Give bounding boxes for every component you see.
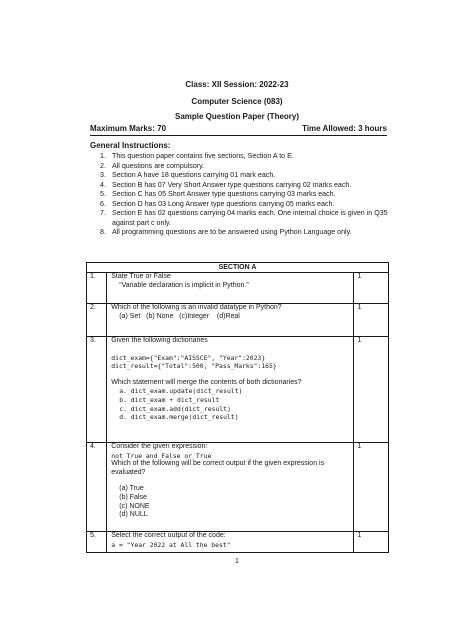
question-row (87, 443, 389, 532)
time-allowed: Time Allowed: 3 hours (302, 124, 387, 133)
question-number: 1. (87, 273, 107, 304)
question-text: Which of the following is an invalid datatype in Python? (111, 304, 282, 311)
question-marks: 1 (353, 273, 388, 304)
option-b: (b) False (119, 493, 147, 501)
instruction-item (100, 152, 390, 162)
question-row (87, 273, 389, 304)
instruction-text: Section C has 05 Short Answer type questions carrying 03 marks each. (112, 190, 336, 198)
instruction-text: Section B has 07 Very Short Answer type questions carrying 02 marks each. (112, 180, 352, 189)
instruction-item (100, 181, 390, 191)
instruction-item (100, 190, 390, 200)
instruction-number: 4. (100, 180, 106, 189)
subject-heading: Computer Science (083) (191, 97, 283, 106)
option-b: b. dict_exam + dict_result (119, 395, 220, 404)
option-d: d. dict_exam.merge(dict_result) (119, 413, 239, 422)
instruction-text: Section A have 18 questions carrying 01 mark each. (112, 171, 276, 179)
instruction-item (100, 228, 390, 238)
instruction-item (100, 209, 390, 228)
code-line: a = "Year 2022 at All the best" (111, 540, 231, 549)
instruction-item (100, 200, 390, 210)
code-line: not True and False or True (111, 451, 212, 460)
question-number: 4. (87, 443, 107, 532)
option-c: c. dict_exam.add(dict_result) (119, 404, 231, 413)
instruction-text: All questions are compulsory. (112, 161, 205, 170)
general-instructions-title: General Instructions: (90, 141, 171, 150)
instruction-number: 8. (100, 228, 106, 236)
question-row (87, 304, 389, 337)
instructions-list (100, 152, 390, 238)
option-d: (d) NULL (119, 511, 148, 519)
question-cell (107, 273, 353, 304)
question-row (87, 337, 389, 443)
page-number: 1 (235, 558, 239, 565)
instruction-text: Section E has 02 questions carrying 04 marks each. One internal choice is given in Q35 against part c only. (112, 209, 388, 227)
instruction-item (100, 162, 390, 172)
instruction-number: 6. (100, 199, 106, 208)
question-prompt: Which of the following will be correct output if the given expression is evaluated? (111, 460, 325, 476)
section-title: SECTION A (87, 263, 389, 273)
question-options: (a) Set (b) None (c)Integer (d)Real (119, 312, 240, 320)
option-a: a. dict_exam.update(dict_result) (119, 387, 243, 396)
instruction-text: All programming questions are to be answered using Python Language only. (112, 228, 352, 236)
question-text: Given the following dictionaries (111, 337, 208, 344)
question-cell (107, 304, 353, 337)
question-marks: 1 (353, 304, 388, 337)
instruction-number: 2. (100, 161, 106, 170)
instruction-number: 7. (100, 209, 106, 217)
question-number: 3. (87, 337, 107, 443)
question-cell (107, 532, 353, 553)
question-marks: 1 (353, 532, 388, 553)
paper-heading: Sample Question Paper (Theory) (174, 112, 300, 121)
section-header-row (87, 263, 389, 273)
instruction-number: 5. (100, 190, 106, 198)
instruction-number: 1. (100, 152, 106, 160)
max-marks: Maximum Marks: 70 (90, 124, 167, 133)
code-line: dict_result={"Total":500, "Pass_Marks":165} (111, 362, 277, 371)
instruction-text: Section D has 03 Long Answer type questions carrying 05 marks each. (112, 199, 335, 208)
question-number: 2. (87, 304, 107, 337)
marks-time-row (90, 124, 387, 136)
question-statement: “Variable declaration is implicit in Python.” (119, 281, 249, 289)
option-c: (c) NONE (119, 502, 150, 510)
question-number: 5. (87, 532, 107, 553)
question-prompt: Which statement will merge the contents of both dictionaries? (111, 378, 302, 386)
instruction-item (100, 171, 390, 181)
question-text: Select the correct output of the code: (111, 532, 226, 539)
instruction-text: This question paper contains five sections, Section A to E. (112, 152, 294, 160)
question-cell (107, 337, 353, 443)
question-row (87, 532, 389, 553)
option-a: (a) True (119, 485, 144, 493)
question-text: State True or False (111, 273, 171, 280)
question-marks: 1 (353, 337, 388, 443)
code-line: dict_exam={"Exam":"AISSCE", "Year":2023} (111, 353, 266, 362)
question-marks: 1 (353, 443, 388, 532)
class-session-heading: Class: XII Session: 2022-23 (185, 80, 289, 89)
instruction-number: 3. (100, 171, 106, 179)
question-text: Consider the given expression: (111, 443, 208, 450)
section-a-table (86, 262, 389, 553)
question-cell (107, 443, 353, 532)
